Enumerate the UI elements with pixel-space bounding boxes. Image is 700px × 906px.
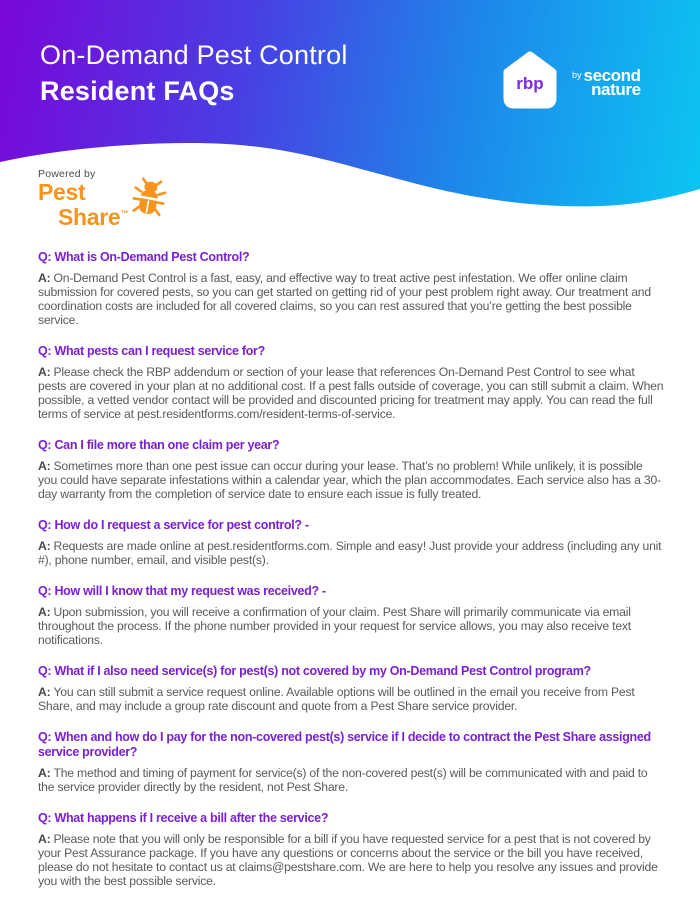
answer-label: A: <box>38 605 51 619</box>
answer-label: A: <box>38 271 51 285</box>
faq-question: Q: Can I file more than one claim per year? <box>38 438 280 452</box>
answer-label: A: <box>38 539 51 553</box>
faq-item-5 <box>38 584 664 647</box>
faq-item-2 <box>38 344 664 421</box>
rbp-badge-text: rbp <box>516 74 544 93</box>
answer-text: Please check the RBP addendum or section of your lease that references On-Demand Pest Control to see what pests are covered in your plan at no additional cost. If a pest falls outside of coverage, you can still submit a claim. When possible, a vetted vendor contact will be provided and discounted pricing for treatment may apply. You can read the full terms of service at pest.residentforms.com/resident-terms-of-service. <box>38 365 664 421</box>
faq-answer <box>38 459 664 501</box>
faq-question: Q: How do I request a service for pest control? - <box>38 518 309 532</box>
faq-item-8 <box>38 811 664 888</box>
answer-text: Please note that you will only be responsible for a bill if you have requested service for a pest that is not covered by your Pest Assurance package. If you have any questions or concerns about the service or the bill you have received, please do not hesitate to contact us at claims@pestshare.com. We are here to help you resolve any issues and provide you with the best possible service. <box>38 832 658 888</box>
second-nature-line2: nature <box>591 80 641 99</box>
faq-answer <box>38 832 664 888</box>
faq-question: Q: What is On-Demand Pest Control? <box>38 250 250 264</box>
trademark-symbol: ™ <box>120 209 129 218</box>
faq-item-3 <box>38 438 664 501</box>
rbp-house-icon <box>498 48 562 112</box>
answer-label: A: <box>38 766 51 780</box>
faq-answer <box>38 271 664 327</box>
faq-list <box>0 240 700 888</box>
faq-question: Q: When and how do I pay for the non-covered pest(s) service if I decide to contract the Pest Share assigned service provider? <box>38 730 651 759</box>
answer-text: On-Demand Pest Control is a fast, easy, and effective way to treat active pest infestation. We offer online claim submission for covered pests, so you can get started on getting rid of your pest problem right away. Our treatment and coordination costs are included for all covered claims, so you can rest assured that you’re getting the best possible service. <box>38 271 651 327</box>
answer-text: Upon submission, you will receive a confirmation of your claim. Pest Share will primarily communicate via email throughout the process. If the phone number provided in your request for service allows, you may also receive text notifications. <box>38 605 631 647</box>
faq-item-6 <box>38 664 664 713</box>
by-label: by <box>572 70 582 80</box>
document-subtitle: Resident FAQs <box>40 76 235 106</box>
bug-icon <box>129 175 169 220</box>
answer-text: The method and timing of payment for service(s) of the non-covered pest(s) will be communicated with and paid to the service provider directly by the resident, not Pest Share. <box>38 766 648 794</box>
faq-question: Q: What pests can I request service for? <box>38 344 265 358</box>
answer-label: A: <box>38 459 51 473</box>
faq-item-7 <box>38 730 664 794</box>
faq-question: Q: What happens if I receive a bill after the service? <box>38 811 329 825</box>
faq-answer <box>38 605 664 647</box>
powered-by-label: Powered by <box>38 168 96 180</box>
document-title: On-Demand Pest Control <box>40 40 348 70</box>
faq-item-4 <box>38 518 664 567</box>
faq-item-1 <box>38 250 664 327</box>
faq-answer <box>38 365 664 421</box>
answer-label: A: <box>38 365 51 379</box>
hero-title-block <box>40 38 348 108</box>
faq-answer <box>38 685 664 713</box>
answer-text: You can still submit a service request online. Available options will be outlined in the email you receive from Pest Share, and may include a group rate discount and quote from a Pest Share service provider. <box>38 685 635 713</box>
answer-text: Requests are made online at pest.residentforms.com. Simple and easy! Just provide your address (including any unit #), phone number, email, and visible pest(s). <box>38 539 662 567</box>
pest-share-line1: Pest <box>38 179 86 205</box>
answer-text: Sometimes more than one pest issue can occur during your lease. That’s no problem! While unlikely, it is possible you could have separate infestations within a calendar year, which the plan accommodates. Each service also has a 30-day warranty from the completion of service date to ensure each issue is fully treated. <box>38 459 661 501</box>
faq-answer <box>38 766 664 794</box>
hero-header <box>0 0 700 240</box>
answer-label: A: <box>38 832 51 846</box>
answer-label: A: <box>38 685 51 699</box>
second-nature-line1: second <box>583 66 641 85</box>
faq-question: Q: How will I know that my request was received? - <box>38 584 326 598</box>
pest-share-logo <box>38 168 166 228</box>
pest-share-line2: Share™ <box>58 204 129 230</box>
rbp-second-nature-logo <box>498 48 641 112</box>
second-nature-wordmark <box>572 66 641 99</box>
faq-question: Q: What if I also need service(s) for pest(s) not covered by my On-Demand Pest Control program? <box>38 664 591 678</box>
faq-answer <box>38 539 664 567</box>
